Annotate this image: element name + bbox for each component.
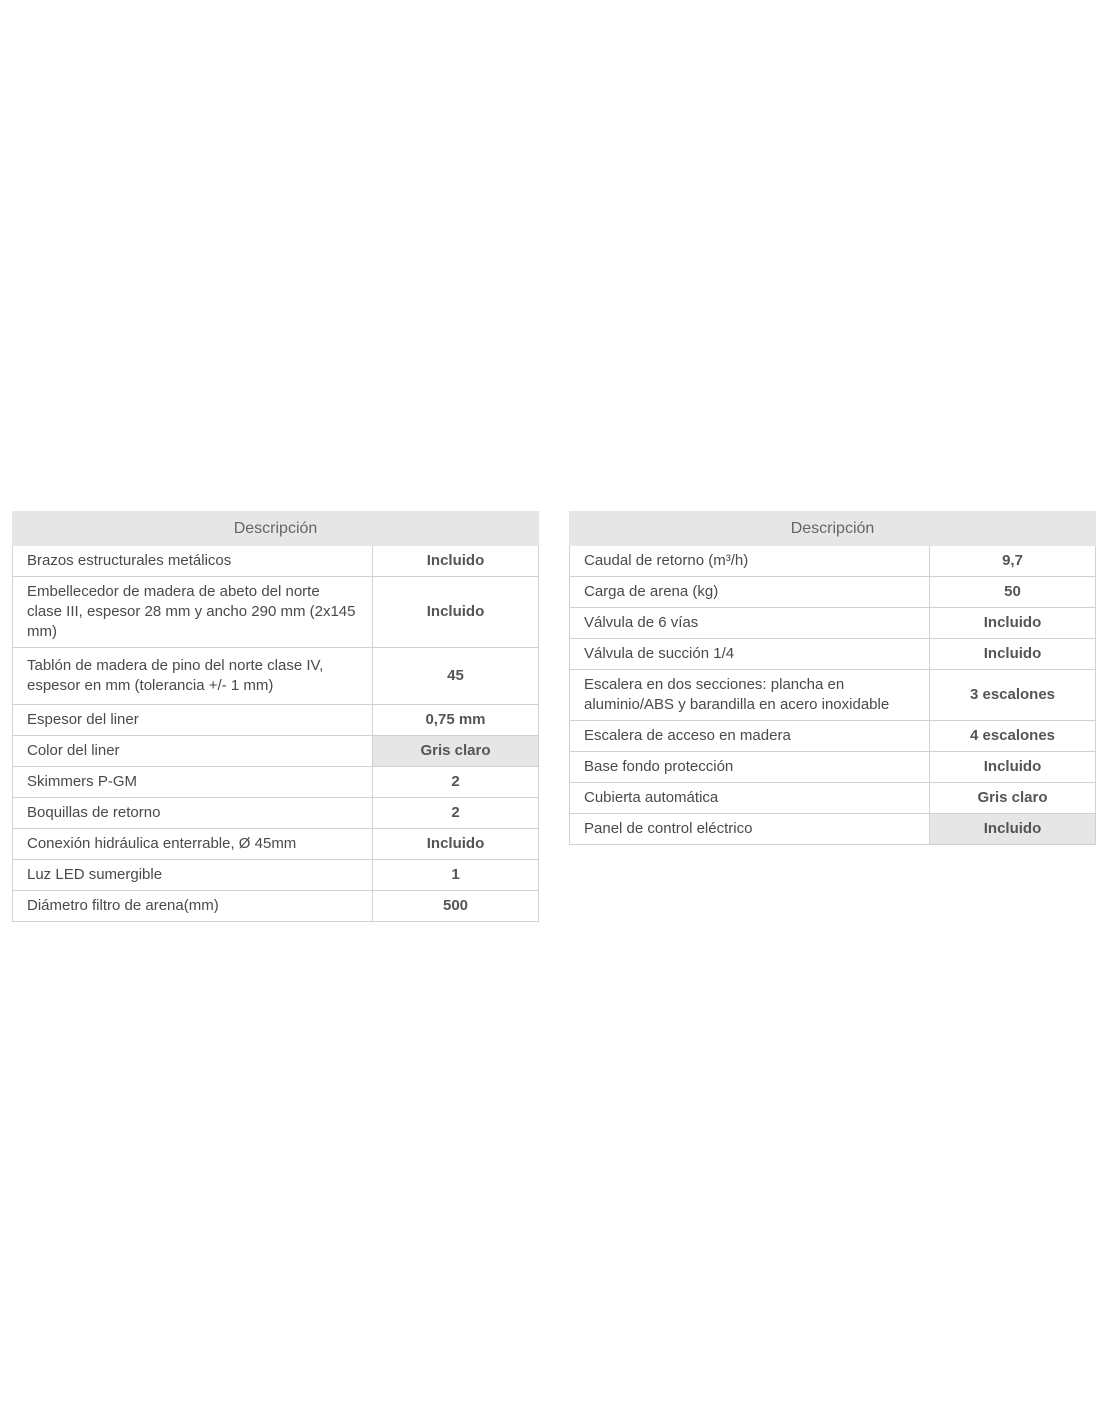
table-row xyxy=(13,829,539,860)
row-label: Color del liner xyxy=(13,736,373,767)
row-label: Base fondo protección xyxy=(570,752,930,783)
spec-table-left xyxy=(12,511,539,922)
row-label: Brazos estructurales metálicos xyxy=(13,546,373,577)
row-value: 0,75 mm xyxy=(373,705,539,736)
table-row xyxy=(13,546,539,577)
row-label: Panel de control eléctrico xyxy=(570,814,930,845)
row-label: Válvula de 6 vías xyxy=(570,608,930,639)
table-row xyxy=(570,783,1096,814)
row-value: 2 xyxy=(373,767,539,798)
row-label: Boquillas de retorno xyxy=(13,798,373,829)
table-row xyxy=(570,639,1096,670)
row-label: Válvula de succión 1/4 xyxy=(570,639,930,670)
row-value: 50 xyxy=(930,577,1096,608)
row-value: Gris claro xyxy=(930,783,1096,814)
table-row xyxy=(13,705,539,736)
row-value: 500 xyxy=(373,891,539,922)
row-value: 1 xyxy=(373,860,539,891)
table-row xyxy=(13,767,539,798)
row-label: Cubierta automática xyxy=(570,783,930,814)
table-header-row xyxy=(570,512,1096,546)
row-label: Skimmers P-GM xyxy=(13,767,373,798)
row-value: Gris claro xyxy=(373,736,539,767)
row-label: Escalera en dos secciones: plancha en aluminio/ABS y barandilla en acero inoxidable xyxy=(570,670,930,721)
table-row xyxy=(570,608,1096,639)
row-label: Conexión hidráulica enterrable, Ø 45mm xyxy=(13,829,373,860)
row-label: Caudal de retorno (m³/h) xyxy=(570,546,930,577)
row-label: Luz LED sumergible xyxy=(13,860,373,891)
row-value: Incluido xyxy=(373,829,539,860)
table-row xyxy=(570,814,1096,845)
row-label: Carga de arena (kg) xyxy=(570,577,930,608)
row-value: 4 escalones xyxy=(930,721,1096,752)
table-row xyxy=(13,648,539,705)
row-value: Incluido xyxy=(930,814,1096,845)
table-row xyxy=(570,546,1096,577)
table-header: Descripción xyxy=(13,512,539,546)
table-row xyxy=(570,752,1096,783)
row-label: Embellecedor de madera de abeto del norte clase III, espesor 28 mm y ancho 290 mm (2x145 mm) xyxy=(13,577,373,648)
table-row xyxy=(13,860,539,891)
table-header: Descripción xyxy=(570,512,1096,546)
row-label: Tablón de madera de pino del norte clase IV, espesor en mm (tolerancia +/- 1 mm) xyxy=(13,648,373,705)
table-row xyxy=(13,577,539,648)
row-label: Espesor del liner xyxy=(13,705,373,736)
table-row xyxy=(13,798,539,829)
table-header-row xyxy=(13,512,539,546)
row-value: 2 xyxy=(373,798,539,829)
row-value: 9,7 xyxy=(930,546,1096,577)
table-row xyxy=(570,670,1096,721)
row-value: Incluido xyxy=(373,577,539,648)
row-label: Escalera de acceso en madera xyxy=(570,721,930,752)
row-value: Incluido xyxy=(930,639,1096,670)
table-row xyxy=(570,577,1096,608)
table-row xyxy=(13,736,539,767)
row-value: 3 escalones xyxy=(930,670,1096,721)
row-value: 45 xyxy=(373,648,539,705)
spec-table-right xyxy=(569,511,1096,845)
row-value: Incluido xyxy=(930,608,1096,639)
table-row xyxy=(570,721,1096,752)
row-label: Diámetro filtro de arena(mm) xyxy=(13,891,373,922)
row-value: Incluido xyxy=(373,546,539,577)
table-row xyxy=(13,891,539,922)
row-value: Incluido xyxy=(930,752,1096,783)
